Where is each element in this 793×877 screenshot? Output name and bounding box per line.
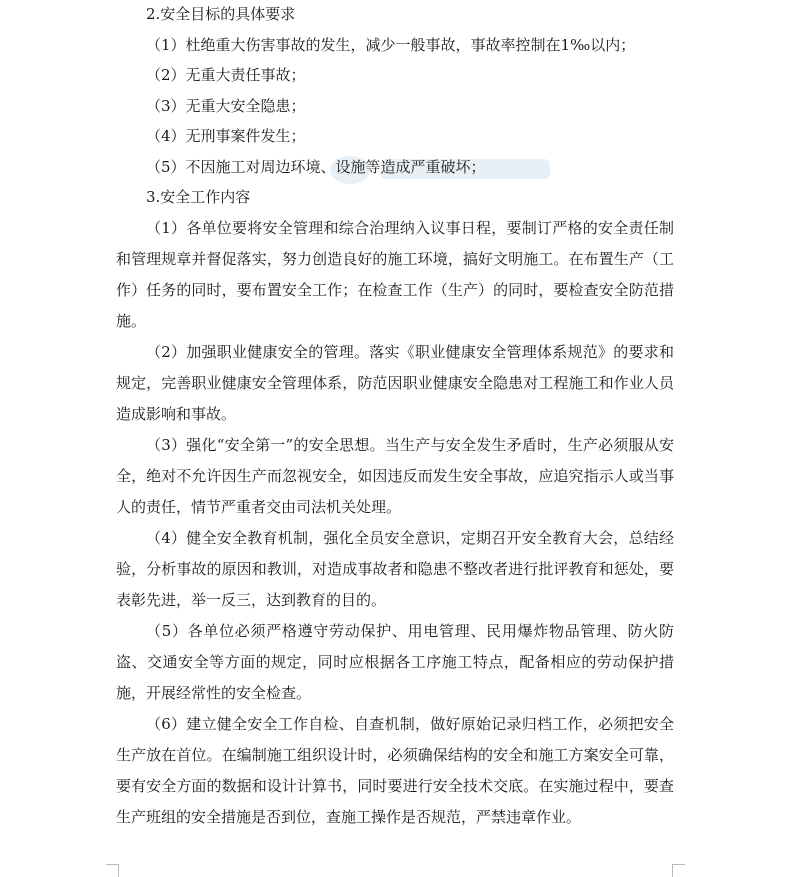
page-corner-mark-right [672,864,685,877]
content-paragraph: （1）各单位要将安全管理和综合治理纳入议事日程，要制订严格的安全责任制和管理规章并督促落实，努力创造良好的施工环境，搞好文明施工。在布置生产（工作）任务的同时，要布置安全工作；在检查工作（生产）的同时，要检查安全防范措施。 [116,218,674,330]
content-paragraph: （6）建立健全安全工作自检、自查机制，做好原始记录归档工作，必须把安全生产放在首位。在编制施工组织设计时，必须确保结构的安全和施工方案安全可靠，要有安全方面的数据和设计计算书，同时要进行安全技术交底。在实施过程中，要查生产班组的安全措施是否到位，查施工操作是否规范，严禁违章作业。 [116,714,674,826]
document-body [116,0,674,833]
goal-item: （1）杜绝重大伤害事故的发生，减少一般事故，事故率控制在1‰以内； [146,35,636,54]
section-3-heading: 3.安全工作内容 [146,188,251,206]
goal-item: （4）无刑事案件发生； [146,127,306,145]
content-paragraph: （4）健全安全教育机制，强化全员安全意识，定期召开安全教育大会，总结经验，分析事故的原因和教训，对造成事故者和隐患不整改者进行批评教育和惩处，要表彰先进，举一反三，达到教育的目的。 [116,528,674,609]
content-paragraph: （3）强化“安全第一”的安全思想。当生产与安全发生矛盾时，生产必须服从安全，绝对不允许因生产而忽视安全，如因违反而发生安全事故，应追究指示人或当事人的责任，情节严重者交由司法机关处理。 [116,435,674,516]
goal-item: （5）不因施工对周边环境、设施等造成严重破坏； [146,157,486,176]
content-paragraph: （5）各单位必须严格遵守劳动保护、用电管理、民用爆炸物品管理、防火防盗、交通安全等方面的规定，同时应根据各工序施工特点，配备相应的劳动保护措施，开展经常性的安全检查。 [116,621,674,702]
section-2-heading: 2.安全目标的具体要求 [146,5,296,23]
page-corner-mark-left [106,864,119,877]
goal-item: （2）无重大责任事故； [146,66,306,84]
goal-item: （3）无重大安全隐患； [146,96,306,115]
content-paragraph: （2）加强职业健康安全的管理。落实《职业健康安全管理体系规范》的要求和规定，完善职业健康安全管理体系，防范因职业健康安全隐患对工程施工和作业人员造成影响和事故。 [116,342,674,423]
